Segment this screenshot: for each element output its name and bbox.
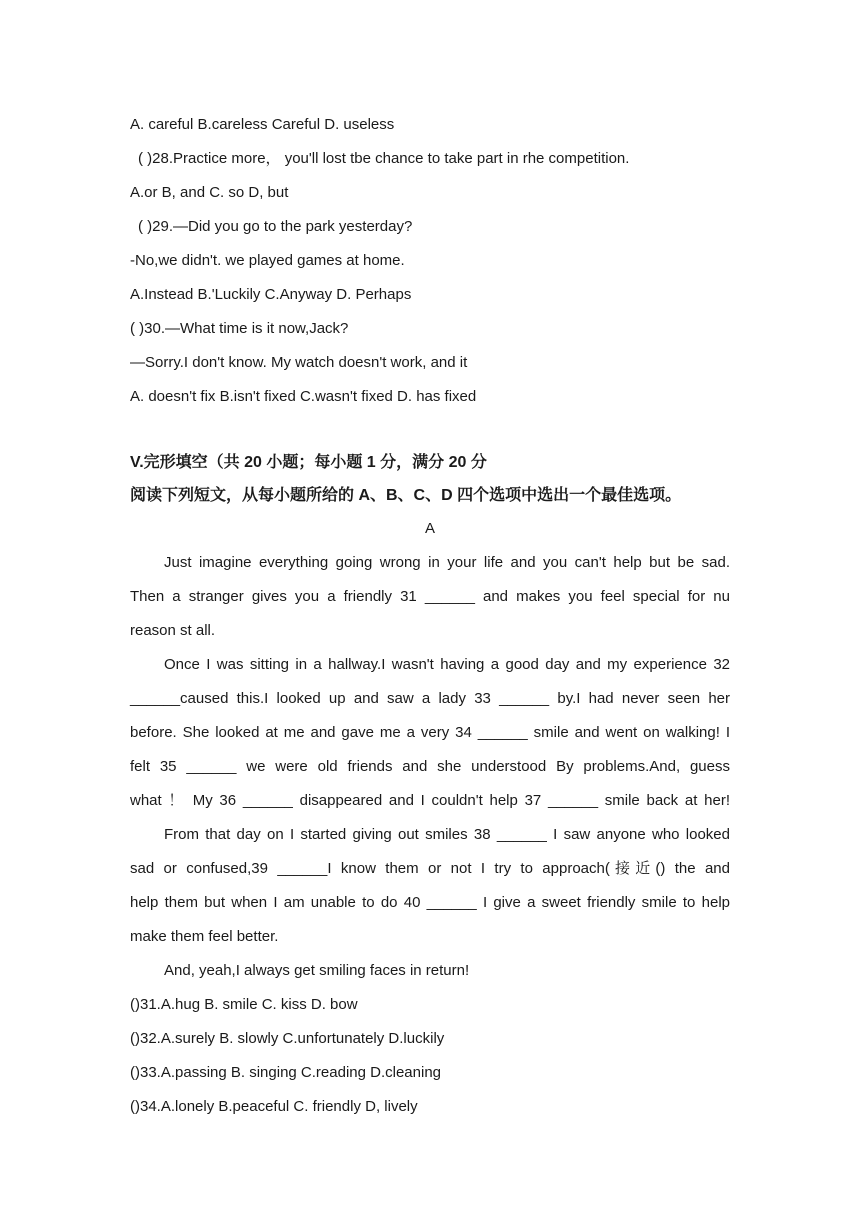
- option-line-29: A.Instead B.'Luckily C.Anyway D. Perhaps: [130, 286, 412, 303]
- option-line-34: ()34.A.lonely B.peaceful C. friendly D, lively: [130, 1098, 418, 1115]
- passage-line: ______caused this.I looked up and saw a lady 33 ______ by.I had never seen her: [130, 690, 730, 707]
- passage-label: A: [424, 520, 435, 537]
- passage-line: help them but when I am unable to do 40 ______ I give a sweet friendly smile to help: [130, 894, 730, 911]
- passage-line: Once I was sitting in a hallway.I wasn't having a good day and my experience 32: [164, 656, 730, 673]
- document-page: [130, 108, 730, 1124]
- question-30: ( )30.—What time is it now,Jack?: [130, 320, 349, 337]
- passage-paragraph-4: And, yeah,I always get smiling faces in return!: [164, 962, 470, 979]
- section-instruction: 阅读下列短文，从每小题所给的 A、B、C、D 四个选项中选出一个最佳选项。: [130, 487, 682, 504]
- section-gap: [130, 414, 730, 446]
- passage-paragraph-1: [130, 546, 730, 648]
- question-30-reply: —Sorry.I don't know. My watch doesn't work, and it: [130, 354, 468, 371]
- passage-paragraph-3: [130, 818, 730, 954]
- option-line-31: ()31.A.hug B. smile C. kiss D. bow: [130, 996, 358, 1013]
- option-line-27: A. careful B.careless Careful D. useless: [130, 116, 395, 133]
- option-line-30: A. doesn't fix B.isn't fixed C.wasn't fixed D. has fixed: [130, 388, 477, 405]
- question-28: ( )28.Practice more， you'll lost tbe chance to take part in rhe competition.: [138, 150, 630, 167]
- option-line-32: ()32.A.surely B. slowly C.unfortunately D.luckily: [130, 1030, 445, 1047]
- option-line-28: A.or B, and C. so D, but: [130, 184, 289, 201]
- option-line-33: ()33.A.passing B. singing C.reading D.cleaning: [130, 1064, 442, 1081]
- section-title: V.完形填空（共 20 小题；每小题 1 分，满分 20 分: [130, 454, 487, 471]
- passage-line: From that day on I started giving out smiles 38 ______ I saw anyone who looked: [164, 826, 730, 843]
- question-29-reply: -No,we didn't. we played games at home.: [130, 252, 405, 269]
- passage-paragraph-2: [130, 648, 730, 818]
- passage-line: sad or confused,39 ______I know them or not I try to approach(接近() the and: [130, 860, 730, 877]
- passage-line: reason st all.: [130, 622, 216, 639]
- passage-line: what ！ My 36 ______ disappeared and I couldn't help 37 ______ smile back at her!: [130, 792, 730, 809]
- question-29: ( )29.—Did you go to the park yesterday?: [138, 218, 413, 235]
- passage-line: before. She looked at me and gave me a very 34 ______ smile and went on walking! I: [130, 724, 730, 741]
- passage-line: make them feel better.: [130, 928, 279, 945]
- passage-line: Then a stranger gives you a friendly 31 ______ and makes you feel special for nu: [130, 588, 730, 605]
- passage-line: felt 35 ______ we were old friends and she understood By problems.And, guess: [130, 758, 730, 775]
- passage-line: Just imagine everything going wrong in your life and you can't help but be sad.: [164, 554, 730, 571]
